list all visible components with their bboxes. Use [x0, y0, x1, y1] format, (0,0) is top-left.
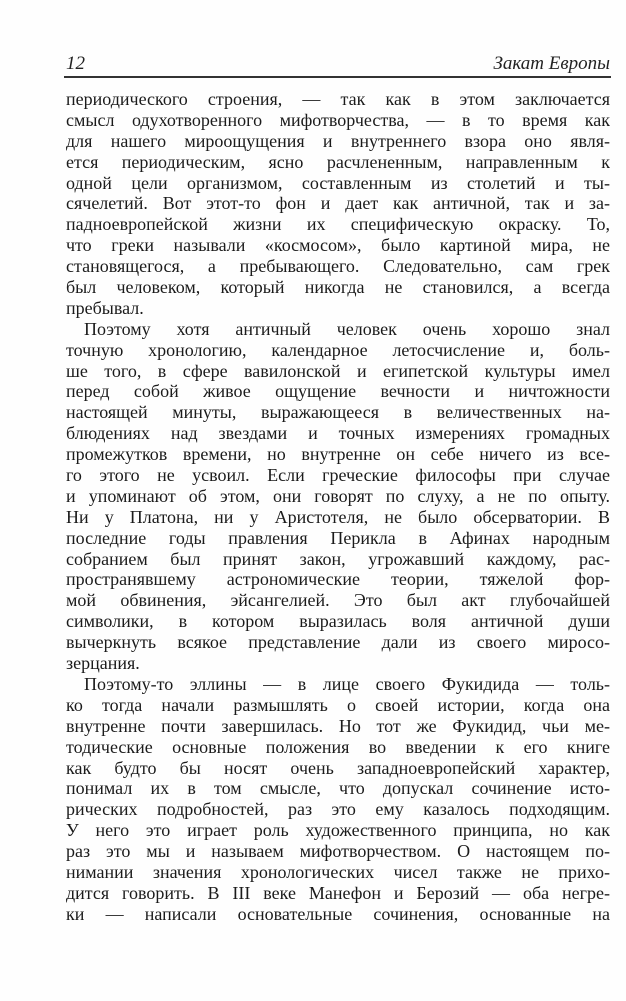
text-line: вычеркнуть всякое представление дали из своего миросо- [66, 632, 610, 653]
text-line: ко тогда начали размышлять о своей истории, когда она [66, 694, 610, 715]
text-line: ки — написали основательные сочинения, основанные на [66, 903, 610, 924]
text-line: У него это играет роль художественного принципа, но как [66, 820, 610, 841]
text-line: смысл одухотворенного мифотворчества, — в то время как [66, 109, 610, 130]
text-line: как будто бы носят очень западноевропейский характер, [66, 757, 610, 778]
text-line: одной цели организмом, составленным из столетий и ты- [66, 172, 610, 193]
text-line: становящегося, а пребывающего. Следовательно, сам грек [66, 256, 610, 277]
running-title: Закат Европы [493, 53, 610, 74]
text-line: Поэтому хотя античный человек очень хорошо знал [84, 318, 610, 339]
text-line: мой обвинения, эйсангелией. Это был акт глубочайшей [66, 590, 610, 611]
text-line: собранием был принят закон, угрожавший каждому, рас- [66, 548, 610, 569]
text-line: го этого не усвоил. Если греческие философы при случае [66, 465, 610, 486]
text-line: блюдениях над звездами и точных измерениях громадных [66, 423, 610, 444]
text-line: понимал их в том смысле, что допускал сочинение исто- [66, 778, 610, 799]
text-line: для нашего мироощущения и внутреннего взора оно явля- [66, 130, 610, 151]
body-text [66, 89, 610, 925]
text-line: точную хронологию, календарное летосчисление и, боль- [66, 339, 610, 360]
text-line: последние годы правления Перикла в Афинах народным [66, 527, 610, 548]
text-line: ется периодическим, ясно расчлененным, направленным к [66, 151, 610, 172]
text-line: ше того, в сфере вавилонской и египетской культуры имел [66, 360, 610, 381]
page-header [66, 53, 610, 75]
text-line: нимании значения хронологических чисел также не прихо- [66, 861, 610, 882]
text-line: пребывал. [66, 297, 144, 318]
text-line: сячелетий. Вот этот-то фон и дает как античной, так и за- [66, 193, 610, 214]
text-line: был человеком, который никогда не становился, а всегда [66, 277, 610, 298]
text-line: настоящей минуты, выражающееся в величественных на- [66, 402, 610, 423]
page-number: 12 [66, 53, 85, 74]
text-line: тодические основные положения во введении к его книге [66, 736, 610, 757]
text-line: перед собой живое ощущение вечности и ничтожности [66, 381, 610, 402]
text-line: пространявшему астрономические теории, тяжелой фор- [66, 569, 610, 590]
text-line: и упоминают об этом, они говорят по слуху, а не по опыту. [66, 485, 610, 506]
text-line: периодического строения, — так как в этом заключается [66, 89, 610, 109]
text-line: зерцания. [66, 653, 140, 674]
text-line: дится говорить. В III веке Манефон и Берозий — оба негре- [66, 882, 610, 903]
text-line: промежутков времени, но внутренне он себе ничего из все- [66, 444, 610, 465]
text-line: рических подробностей, раз это ему казалось подходящим. [66, 799, 610, 820]
text-line: внутренне почти завершилась. Но тот же Фукидид, чьи ме- [66, 715, 610, 736]
header-rule [64, 76, 611, 78]
text-line: символики, в котором выразилась воля античной души [66, 611, 610, 632]
text-line: Ни у Платона, ни у Аристотеля, не было обсерватории. В [66, 506, 610, 527]
text-line: Поэтому-то эллины — в лице своего Фукидида — толь- [84, 673, 610, 694]
text-line: падноевропейской жизни их специфическую окраску. То, [66, 214, 610, 235]
text-line: раз это мы и называем мифотворчеством. О настоящем по- [66, 841, 610, 862]
text-line: что греки называли «космосом», было картиной мира, не [66, 235, 610, 256]
